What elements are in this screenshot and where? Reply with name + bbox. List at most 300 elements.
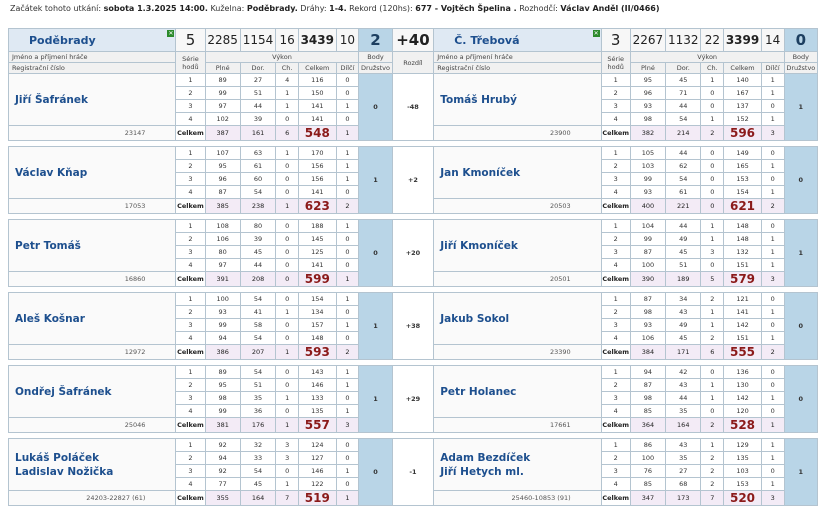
home-full: 106	[205, 233, 240, 246]
home-series-total: 157	[299, 319, 336, 332]
home-series-total: 146	[299, 465, 336, 478]
home-clear: 39	[240, 113, 275, 126]
away-series-number: 2	[601, 306, 630, 319]
away-misses: 1	[701, 306, 724, 319]
home-clear: 44	[240, 100, 275, 113]
away-misses: 0	[701, 87, 724, 100]
home-series-total: 145	[299, 233, 336, 246]
home-full: 108	[205, 220, 240, 233]
home-player-name-line: Petr Tomáš	[15, 239, 81, 252]
away-series-number: 1	[601, 74, 630, 87]
home-sum-clear: 161	[240, 126, 275, 141]
home-misses: 0	[276, 465, 299, 478]
away-misses: 1	[701, 392, 724, 405]
reg-header: Registrační číslo	[9, 63, 176, 74]
away-player-name-line: Jakub Sokol	[440, 312, 510, 325]
away-points: 0	[784, 29, 817, 52]
away-sets: 0	[761, 379, 784, 392]
home-reg-number: 16860	[9, 272, 176, 287]
series-header	[176, 52, 205, 74]
name-header: Jméno a příjmení hráče	[434, 52, 601, 63]
away-clear: 68	[666, 478, 701, 491]
away-sets: 0	[761, 465, 784, 478]
away-reg-number: 17661	[434, 418, 601, 433]
away-series-total: 103	[724, 465, 761, 478]
away-series-number: 3	[601, 319, 630, 332]
away-players-count: 3	[601, 29, 630, 52]
away-player-name[interactable]	[434, 74, 601, 126]
home-sets: 1	[336, 379, 359, 392]
away-full: 93	[630, 319, 665, 332]
home-sum-total: 557	[299, 418, 336, 433]
home-series-total: 134	[299, 306, 336, 319]
home-clear: 80	[240, 220, 275, 233]
home-misses: 0	[276, 160, 299, 173]
home-clear: 61	[240, 160, 275, 173]
home-series-number: 1	[176, 220, 205, 233]
home-misses: 1	[276, 100, 299, 113]
away-sum-sets: 2	[761, 199, 784, 214]
home-sum-sets: 1	[336, 491, 359, 506]
home-clear: 1154	[240, 29, 275, 52]
away-misses: 0	[701, 186, 724, 199]
away-series-number: 2	[601, 379, 630, 392]
away-series-number: 2	[601, 452, 630, 465]
home-player-points: 0	[359, 220, 392, 287]
home-series-number: 1	[176, 439, 205, 452]
away-full: 93	[630, 186, 665, 199]
home-sets: 0	[336, 478, 359, 491]
home-full: 97	[205, 100, 240, 113]
away-series-total: 154	[724, 186, 761, 199]
away-reg-number: 25460-10853 (91)	[434, 491, 601, 506]
total-diff: +40	[392, 29, 434, 52]
home-full: 98	[205, 392, 240, 405]
away-full: 94	[630, 366, 665, 379]
home-clear: 63	[240, 147, 275, 160]
away-series-total: 151	[724, 259, 761, 272]
away-sets: 14	[761, 29, 784, 52]
away-sets: 0	[761, 293, 784, 306]
away-sum-clear: 221	[666, 199, 701, 214]
home-series-total: 124	[299, 439, 336, 452]
home-sum-misses: 7	[276, 491, 299, 506]
start-label: Začátek tohoto utkání:	[10, 4, 102, 13]
away-series-number: 1	[601, 439, 630, 452]
away-series-number: 3	[601, 173, 630, 186]
home-series-total: 143	[299, 366, 336, 379]
team-points-header: Družstvo	[784, 63, 817, 74]
away-sets: 0	[761, 173, 784, 186]
away-misses: 1	[701, 74, 724, 87]
home-sum-clear: 207	[240, 345, 275, 360]
away-series-number: 3	[601, 392, 630, 405]
home-misses: 3	[276, 439, 299, 452]
away-series-number: 4	[601, 186, 630, 199]
home-misses: 0	[276, 319, 299, 332]
home-full: 93	[205, 306, 240, 319]
home-full: 100	[205, 293, 240, 306]
away-full: 85	[630, 478, 665, 491]
home-clear: 54	[240, 186, 275, 199]
away-misses: 22	[701, 29, 724, 52]
home-full: 89	[205, 74, 240, 87]
home-clear: 60	[240, 173, 275, 186]
home-sum-misses: 6	[276, 126, 299, 141]
home-full: 92	[205, 465, 240, 478]
home-player-points: 1	[359, 147, 392, 214]
away-misses: 1	[701, 379, 724, 392]
away-player-name-line: Jiří Hetych ml.	[440, 465, 524, 478]
home-reg-number: 12972	[9, 345, 176, 360]
home-player-name-line: Jiří Šafránek	[15, 93, 88, 106]
away-clear: 43	[666, 306, 701, 319]
away-reg-number: 23900	[434, 126, 601, 141]
home-series-total: 154	[299, 293, 336, 306]
home-player-name[interactable]	[9, 74, 176, 126]
lanes-value: 1-4.	[329, 4, 347, 13]
home-series-total: 170	[299, 147, 336, 160]
clear-header: Dor.	[666, 63, 701, 74]
away-sets: 1	[761, 306, 784, 319]
sum-label: Celkem	[601, 272, 630, 287]
home-misses: 0	[276, 173, 299, 186]
away-clear: 71	[666, 87, 701, 100]
home-player-name[interactable]	[9, 293, 176, 345]
away-series-total: 121	[724, 293, 761, 306]
name-header: Jméno a příjmení hráče	[9, 52, 176, 63]
away-misses: 2	[701, 478, 724, 491]
home-series-total: 141	[299, 113, 336, 126]
away-sum-misses: 2	[701, 126, 724, 141]
home-sum-misses: 1	[276, 199, 299, 214]
home-sum-sets: 2	[336, 199, 359, 214]
home-series-number: 3	[176, 173, 205, 186]
home-sum-total: 593	[299, 345, 336, 360]
home-full: 99	[205, 405, 240, 418]
away-series-number: 4	[601, 113, 630, 126]
performance-header: Výkon	[205, 52, 359, 63]
away-series-total: 142	[724, 392, 761, 405]
home-players-count: 5	[176, 29, 205, 52]
home-player-name-line: Ondřej Šafránek	[15, 385, 112, 398]
home-misses: 0	[276, 233, 299, 246]
home-player-name-line: Ladislav Nožička	[15, 465, 114, 478]
lanes-label: Dráhy:	[300, 4, 327, 13]
home-sum-clear: 208	[240, 272, 275, 287]
away-sets: 0	[761, 319, 784, 332]
home-reg-number: 24203-22827 (61)	[9, 491, 176, 506]
home-sum-misses: 1	[276, 345, 299, 360]
match-table-body	[9, 29, 818, 506]
away-player-name[interactable]	[434, 439, 601, 491]
away-sets: 1	[761, 186, 784, 199]
home-player-points: 0	[359, 439, 392, 506]
away-sets: 1	[761, 113, 784, 126]
home-sum-misses: 0	[276, 272, 299, 287]
away-series-number: 2	[601, 87, 630, 100]
sum-label: Celkem	[176, 126, 205, 141]
home-series-number: 1	[176, 74, 205, 87]
clear-header: Dor.	[240, 63, 275, 74]
home-series-number: 1	[176, 293, 205, 306]
home-misses: 1	[276, 478, 299, 491]
away-series-number: 4	[601, 259, 630, 272]
home-series-number: 3	[176, 246, 205, 259]
series-row	[9, 293, 818, 306]
away-sum-total: 621	[724, 199, 761, 214]
home-sets: 1	[336, 366, 359, 379]
sum-label: Celkem	[176, 491, 205, 506]
home-clear: 41	[240, 306, 275, 319]
away-reg-number: 20501	[434, 272, 601, 287]
player-diff: +20	[392, 220, 434, 287]
alley-label: Kuželna:	[210, 4, 245, 13]
home-clear: 51	[240, 87, 275, 100]
home-sum-misses: 1	[276, 418, 299, 433]
away-clear: 54	[666, 173, 701, 186]
home-points: 2	[359, 29, 392, 52]
away-series-number: 1	[601, 293, 630, 306]
away-sum-clear: 189	[666, 272, 701, 287]
total-header: Celkem	[724, 63, 761, 74]
away-misses: 0	[701, 259, 724, 272]
home-player-name[interactable]	[9, 220, 176, 272]
home-player-name[interactable]	[9, 147, 176, 199]
away-sum-full: 384	[630, 345, 665, 360]
misses-header: Ch.	[701, 63, 724, 74]
away-sets: 1	[761, 439, 784, 452]
excel-export-icon[interactable]: ✕	[168, 30, 174, 37]
away-series-number: 1	[601, 220, 630, 233]
performance-header: Výkon	[630, 52, 784, 63]
away-series-number: 3	[601, 100, 630, 113]
away-sets: 0	[761, 405, 784, 418]
home-clear: 54	[240, 465, 275, 478]
home-series-number: 4	[176, 186, 205, 199]
away-series-number: 3	[601, 465, 630, 478]
away-full: 104	[630, 220, 665, 233]
sum-label: Celkem	[601, 199, 630, 214]
away-player-name[interactable]	[434, 293, 601, 345]
away-clear: 44	[666, 220, 701, 233]
sum-label: Celkem	[601, 345, 630, 360]
away-sets: 1	[761, 392, 784, 405]
away-sum-misses: 2	[701, 418, 724, 433]
away-clear: 43	[666, 379, 701, 392]
away-misses: 1	[701, 220, 724, 233]
away-misses: 0	[701, 160, 724, 173]
home-player-points: 1	[359, 366, 392, 433]
sum-label: Celkem	[601, 418, 630, 433]
home-clear: 32	[240, 439, 275, 452]
away-reg-number: 23390	[434, 345, 601, 360]
home-series-number: 3	[176, 465, 205, 478]
record-label: Rekord (120hs):	[349, 4, 413, 13]
team-summary-row	[9, 29, 818, 52]
away-player-name[interactable]	[434, 220, 601, 272]
away-full: 87	[630, 379, 665, 392]
away-clear: 44	[666, 100, 701, 113]
player-diff: -48	[392, 74, 434, 141]
away-series-total: 140	[724, 74, 761, 87]
home-series-number: 2	[176, 160, 205, 173]
away-misses: 0	[701, 147, 724, 160]
home-sum-sets: 1	[336, 126, 359, 141]
away-sum-misses: 5	[701, 272, 724, 287]
home-sets: 1	[336, 465, 359, 478]
away-sets: 1	[761, 74, 784, 87]
home-series-number: 2	[176, 306, 205, 319]
home-full: 97	[205, 259, 240, 272]
away-sum-total: 520	[724, 491, 761, 506]
home-series-total: 141	[299, 259, 336, 272]
home-clear: 39	[240, 233, 275, 246]
home-sets: 0	[336, 186, 359, 199]
away-series-total: 167	[724, 87, 761, 100]
away-series-total: 137	[724, 100, 761, 113]
home-misses: 1	[276, 306, 299, 319]
away-reg-number: 20503	[434, 199, 601, 214]
diff-header: Rozdíl	[392, 52, 434, 74]
away-series-total: 142	[724, 319, 761, 332]
away-sum-sets: 1	[761, 418, 784, 433]
referee-label: Rozhodčí:	[519, 4, 558, 13]
home-full: 80	[205, 246, 240, 259]
away-clear: 44	[666, 147, 701, 160]
home-clear: 58	[240, 319, 275, 332]
home-misses: 0	[276, 259, 299, 272]
away-clear: 43	[666, 439, 701, 452]
home-series-number: 3	[176, 392, 205, 405]
series-row	[9, 147, 818, 160]
match-table	[8, 28, 818, 506]
away-misses: 1	[701, 113, 724, 126]
away-full: 99	[630, 233, 665, 246]
home-misses: 0	[276, 113, 299, 126]
away-sets: 0	[761, 366, 784, 379]
home-series-total: 127	[299, 452, 336, 465]
series-header	[601, 52, 630, 74]
home-sets: 0	[336, 246, 359, 259]
sum-label: Celkem	[176, 418, 205, 433]
away-sets: 0	[761, 220, 784, 233]
away-clear: 62	[666, 160, 701, 173]
sum-label: Celkem	[176, 272, 205, 287]
away-clear: 35	[666, 405, 701, 418]
home-sets: 1	[336, 147, 359, 160]
home-player-points: 1	[359, 293, 392, 360]
away-misses: 2	[701, 452, 724, 465]
home-player-name[interactable]	[9, 439, 176, 491]
home-misses: 0	[276, 405, 299, 418]
away-sets: 1	[761, 87, 784, 100]
series-row	[9, 439, 818, 452]
home-full: 94	[205, 452, 240, 465]
home-sets: 1	[336, 405, 359, 418]
away-sum-sets: 2	[761, 345, 784, 360]
series-header-text: Série hodů	[607, 54, 624, 71]
home-series-total: 150	[299, 87, 336, 100]
home-sum-sets: 1	[336, 272, 359, 287]
home-sets: 0	[336, 392, 359, 405]
home-sum-clear: 238	[240, 199, 275, 214]
home-sum-total: 548	[299, 126, 336, 141]
record-value: 677 - Vojtěch Špelina .	[415, 4, 517, 13]
home-misses: 1	[276, 147, 299, 160]
home-sum-total: 519	[299, 491, 336, 506]
away-player-name[interactable]	[434, 366, 601, 418]
away-misses: 3	[701, 246, 724, 259]
home-player-name[interactable]	[9, 366, 176, 418]
away-sets: 1	[761, 332, 784, 345]
home-full: 99	[205, 319, 240, 332]
away-player-name[interactable]	[434, 147, 601, 199]
home-clear: 51	[240, 379, 275, 392]
away-full: 98	[630, 392, 665, 405]
away-player-points: 0	[784, 366, 817, 433]
home-player-name-line: Aleš Košnar	[15, 312, 85, 325]
home-clear: 27	[240, 74, 275, 87]
home-sum-full: 386	[205, 345, 240, 360]
away-series-total: 151	[724, 332, 761, 345]
away-misses: 0	[701, 366, 724, 379]
away-sum-misses: 7	[701, 491, 724, 506]
home-sets: 0	[336, 74, 359, 87]
away-sets: 1	[761, 160, 784, 173]
home-misses: 0	[276, 366, 299, 379]
home-clear: 44	[240, 259, 275, 272]
away-series-total: 132	[724, 246, 761, 259]
away-clear: 54	[666, 113, 701, 126]
home-player-name-line: Lukáš Poláček	[15, 451, 100, 464]
home-full: 95	[205, 160, 240, 173]
away-sets: 1	[761, 259, 784, 272]
away-misses: 1	[701, 319, 724, 332]
reg-header: Registrační číslo	[434, 63, 601, 74]
home-series-total: 156	[299, 160, 336, 173]
home-clear: 54	[240, 332, 275, 345]
excel-export-icon[interactable]: ✕	[593, 30, 599, 37]
home-sum-total: 623	[299, 199, 336, 214]
away-clear: 61	[666, 186, 701, 199]
home-series-number: 1	[176, 366, 205, 379]
home-reg-number: 17053	[9, 199, 176, 214]
away-sum-clear: 214	[666, 126, 701, 141]
away-series-total: 165	[724, 160, 761, 173]
home-series-number: 4	[176, 478, 205, 491]
home-misses: 1	[276, 392, 299, 405]
away-misses: 0	[701, 405, 724, 418]
away-sum-total: 596	[724, 126, 761, 141]
away-clear: 51	[666, 259, 701, 272]
home-misses: 16	[276, 29, 299, 52]
away-sum-sets: 3	[761, 491, 784, 506]
home-sum-clear: 164	[240, 491, 275, 506]
home-full: 2285	[205, 29, 240, 52]
home-misses: 4	[276, 74, 299, 87]
away-sum-full: 400	[630, 199, 665, 214]
home-misses: 0	[276, 186, 299, 199]
series-row	[9, 366, 818, 379]
away-sum-total: 528	[724, 418, 761, 433]
home-series-number: 2	[176, 233, 205, 246]
away-full: 98	[630, 113, 665, 126]
home-sum-full: 381	[205, 418, 240, 433]
home-series-total: 122	[299, 478, 336, 491]
away-sum-misses: 6	[701, 345, 724, 360]
home-full: 99	[205, 87, 240, 100]
